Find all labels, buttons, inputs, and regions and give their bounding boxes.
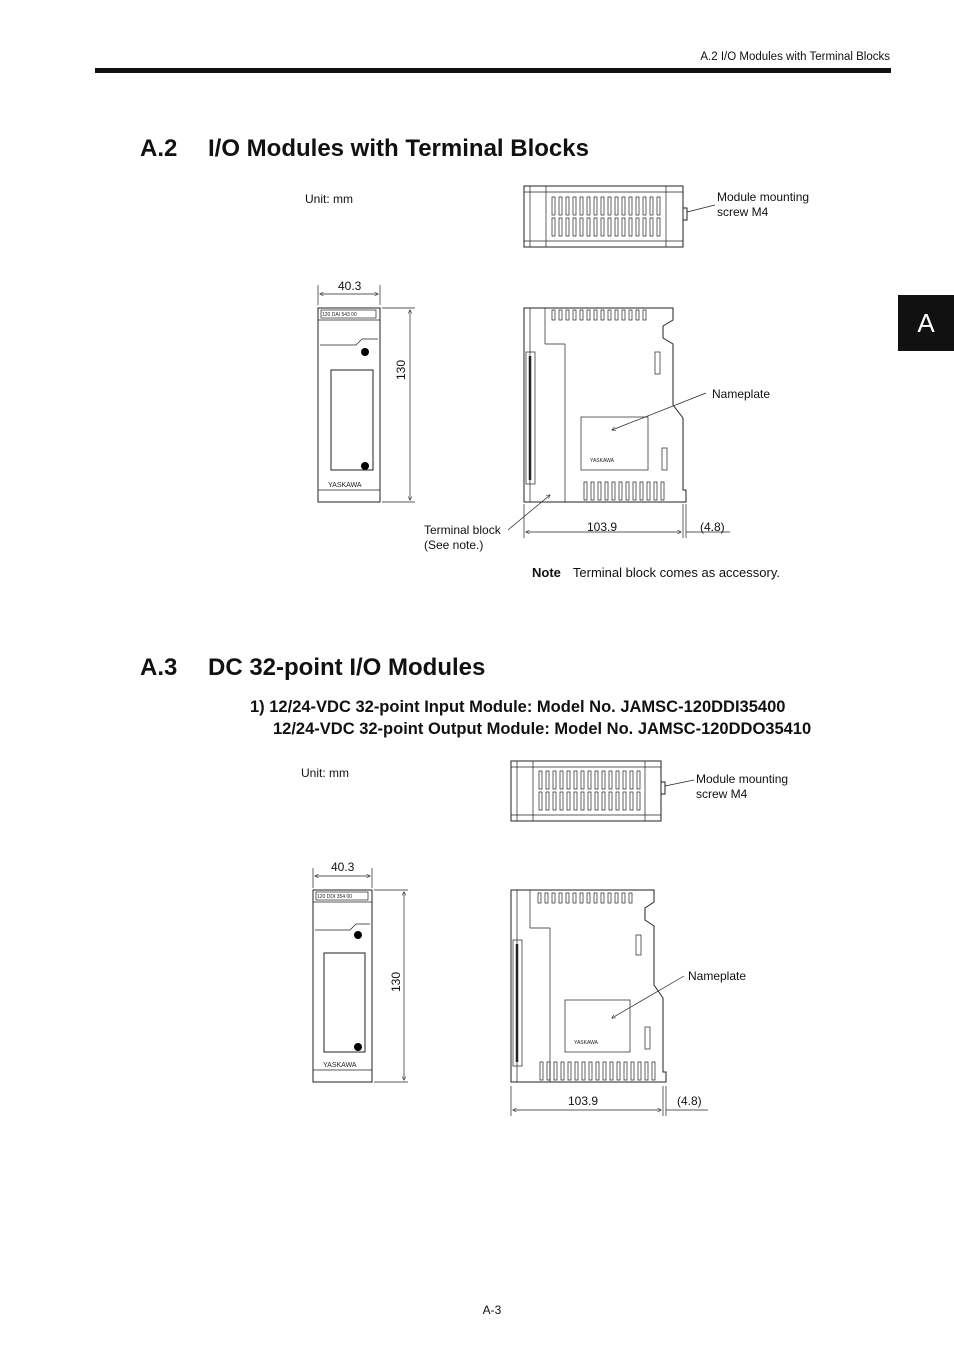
vent-slot xyxy=(619,482,622,500)
vent-slot xyxy=(616,792,619,810)
vent-slot xyxy=(552,218,555,236)
a2-front-view-drawing xyxy=(318,285,415,502)
vent-slot xyxy=(622,310,625,320)
vent-slot xyxy=(566,893,569,903)
vent-slot xyxy=(636,197,639,215)
a3-subhead-line2: 12/24-VDC 32-point Output Module: Model No. JAMSC-120DDO35410 xyxy=(273,720,812,738)
a2-width-dimension: 40.3 xyxy=(338,279,362,293)
vent-slot xyxy=(573,310,576,320)
vent-slot xyxy=(596,1062,599,1080)
vent-slot xyxy=(608,218,611,236)
a2-offset-dimension: (4.8) xyxy=(700,520,725,534)
vent-slot xyxy=(631,1062,634,1080)
vent-slot xyxy=(573,218,576,236)
vent-slot xyxy=(610,1062,613,1080)
vent-slot xyxy=(588,771,591,789)
vent-slot xyxy=(594,893,597,903)
vent-slot xyxy=(595,792,598,810)
vent-slot xyxy=(629,310,632,320)
vent-slot xyxy=(652,1062,655,1080)
vent-slot xyxy=(595,771,598,789)
a3-front-view-drawing xyxy=(313,868,408,1082)
vent-slot xyxy=(594,218,597,236)
vent-slot xyxy=(552,893,555,903)
vent-slot xyxy=(612,482,615,500)
vent-slot xyxy=(623,792,626,810)
vent-slot xyxy=(629,197,632,215)
vent-slot xyxy=(553,792,556,810)
vent-slot xyxy=(559,197,562,215)
vent-slot xyxy=(602,771,605,789)
vent-slot xyxy=(637,771,640,789)
section-a3-heading: DC 32-point I/O Modules xyxy=(208,654,486,681)
vent-slot xyxy=(594,197,597,215)
section-a2-heading: I/O Modules with Terminal Blocks xyxy=(208,135,589,162)
vent-slot xyxy=(657,218,660,236)
vent-slot xyxy=(645,1062,648,1080)
vent-slot xyxy=(608,893,611,903)
vent-slot xyxy=(643,218,646,236)
a2-side-view-drawing xyxy=(508,308,730,538)
vent-slot xyxy=(574,771,577,789)
vent-slot xyxy=(630,792,633,810)
a2-height-dimension: 130 xyxy=(394,359,408,380)
a2-unit-label: Unit: mm xyxy=(305,192,353,206)
a2-side-vent-slots-top xyxy=(552,310,646,320)
a2-mounting-screw-label: Module mounting screw M4 xyxy=(717,190,810,219)
vent-slot xyxy=(622,218,625,236)
vent-slot xyxy=(623,771,626,789)
vent-slot xyxy=(633,482,636,500)
running-header: A.2 I/O Modules with Terminal Blocks xyxy=(700,51,890,63)
vent-slot xyxy=(601,310,604,320)
vent-slot xyxy=(554,1062,557,1080)
vent-slot xyxy=(643,310,646,320)
vent-slot xyxy=(594,310,597,320)
vent-slot xyxy=(636,310,639,320)
vent-slot xyxy=(580,218,583,236)
vent-slot xyxy=(587,218,590,236)
section-a2-number: A.2 xyxy=(140,135,178,162)
vent-slot xyxy=(575,1062,578,1080)
vent-slot xyxy=(650,197,653,215)
vent-slot xyxy=(580,310,583,320)
vent-slot xyxy=(629,893,632,903)
vent-slot xyxy=(559,310,562,320)
vent-slot xyxy=(601,893,604,903)
vent-slot xyxy=(609,792,612,810)
vent-slot xyxy=(624,1062,627,1080)
vent-slot xyxy=(581,771,584,789)
a3-height-dimension: 130 xyxy=(389,971,403,992)
vent-slot xyxy=(605,482,608,500)
vent-slot xyxy=(552,310,555,320)
vent-slot xyxy=(603,1062,606,1080)
a3-mounting-screw-label: Module mounting screw M4 xyxy=(696,772,789,801)
vent-slot xyxy=(580,197,583,215)
vent-slot xyxy=(629,218,632,236)
vent-slot xyxy=(638,1062,641,1080)
a3-nameplate-brand: YASKAWA xyxy=(574,1040,598,1046)
vent-slot xyxy=(552,197,555,215)
a2-terminal-block-label: Terminal block (See note.) xyxy=(424,523,501,552)
vent-slot xyxy=(566,197,569,215)
vent-slot xyxy=(601,197,604,215)
vent-slot xyxy=(615,197,618,215)
note-text: Terminal block comes as accessory. xyxy=(572,565,780,580)
a3-brand-text: YASKAWA xyxy=(323,1062,357,1069)
a2-brand-text: YASKAWA xyxy=(328,482,362,489)
vent-slot xyxy=(617,1062,620,1080)
vent-slot xyxy=(622,197,625,215)
vent-slot xyxy=(587,893,590,903)
vent-slot xyxy=(654,482,657,500)
vent-slot xyxy=(560,792,563,810)
vent-slot xyxy=(568,1062,571,1080)
vent-slot xyxy=(566,310,569,320)
vent-slot xyxy=(538,893,541,903)
vent-slot xyxy=(622,893,625,903)
vent-slot xyxy=(616,771,619,789)
vent-slot xyxy=(547,1062,550,1080)
appendix-tab: A xyxy=(898,295,954,351)
vent-slot xyxy=(636,218,639,236)
vent-slot xyxy=(587,197,590,215)
a2-front-model-text: 120 DAI 543 00 xyxy=(322,312,357,318)
vent-slot xyxy=(567,771,570,789)
vent-slot xyxy=(608,197,611,215)
a2-nameplate-brand: YASKAWA xyxy=(590,458,614,464)
vent-slot xyxy=(561,1062,564,1080)
vent-slot xyxy=(637,792,640,810)
vent-slot xyxy=(589,1062,592,1080)
vent-slot xyxy=(643,197,646,215)
vent-slot xyxy=(567,792,570,810)
vent-slot xyxy=(601,218,604,236)
vent-slot xyxy=(615,893,618,903)
vent-slot xyxy=(584,482,587,500)
a3-offset-dimension: (4.8) xyxy=(677,1094,702,1108)
vent-slot xyxy=(581,792,584,810)
page-number: A-3 xyxy=(482,1303,502,1317)
vent-slot xyxy=(582,1062,585,1080)
vent-slot xyxy=(574,792,577,810)
vent-slot xyxy=(608,310,611,320)
vent-slot xyxy=(598,482,601,500)
a3-top-vent-slots xyxy=(539,771,640,810)
a3-top-view-drawing xyxy=(511,761,694,821)
vent-slot xyxy=(573,197,576,215)
vent-slot xyxy=(540,1062,543,1080)
vent-slot xyxy=(650,218,653,236)
vent-slot xyxy=(566,218,569,236)
vent-slot xyxy=(546,792,549,810)
vent-slot xyxy=(560,771,563,789)
vent-slot xyxy=(630,771,633,789)
vent-slot xyxy=(661,482,664,500)
a3-side-view-drawing xyxy=(511,890,708,1116)
a3-side-vent-slots-bottom xyxy=(540,1062,655,1080)
vent-slot xyxy=(545,893,548,903)
vent-slot xyxy=(640,482,643,500)
vent-slot xyxy=(573,893,576,903)
a3-unit-label: Unit: mm xyxy=(301,766,349,780)
a2-depth-dimension: 103.9 xyxy=(587,520,618,534)
vent-slot xyxy=(591,482,594,500)
a3-side-vent-slots-top xyxy=(538,893,632,903)
vent-slot xyxy=(647,482,650,500)
section-a3-number: A.3 xyxy=(140,654,178,681)
a3-depth-dimension: 103.9 xyxy=(568,1094,599,1108)
a2-side-vent-slots-bottom xyxy=(584,482,664,500)
a3-subhead-line1: 1) 12/24-VDC 32-point Input Module: Model No. JAMSC-120DDI35400 xyxy=(250,698,786,716)
vent-slot xyxy=(626,482,629,500)
note-label: Note xyxy=(532,565,561,580)
vent-slot xyxy=(615,218,618,236)
vent-slot xyxy=(657,197,660,215)
vent-slot xyxy=(539,792,542,810)
a3-nameplate-label: Nameplate xyxy=(688,969,747,983)
vent-slot xyxy=(580,893,583,903)
a2-nameplate-label: Nameplate xyxy=(712,387,771,401)
vent-slot xyxy=(546,771,549,789)
vent-slot xyxy=(559,893,562,903)
a3-width-dimension: 40.3 xyxy=(331,860,355,874)
vent-slot xyxy=(553,771,556,789)
vent-slot xyxy=(539,771,542,789)
a2-top-vent-slots xyxy=(552,197,660,236)
a3-front-model-text: 120 DDI 354 00 xyxy=(317,894,353,900)
vent-slot xyxy=(559,218,562,236)
vent-slot xyxy=(615,310,618,320)
vent-slot xyxy=(602,792,605,810)
vent-slot xyxy=(587,310,590,320)
vent-slot xyxy=(588,792,591,810)
a2-top-view-drawing xyxy=(524,186,715,247)
vent-slot xyxy=(609,771,612,789)
